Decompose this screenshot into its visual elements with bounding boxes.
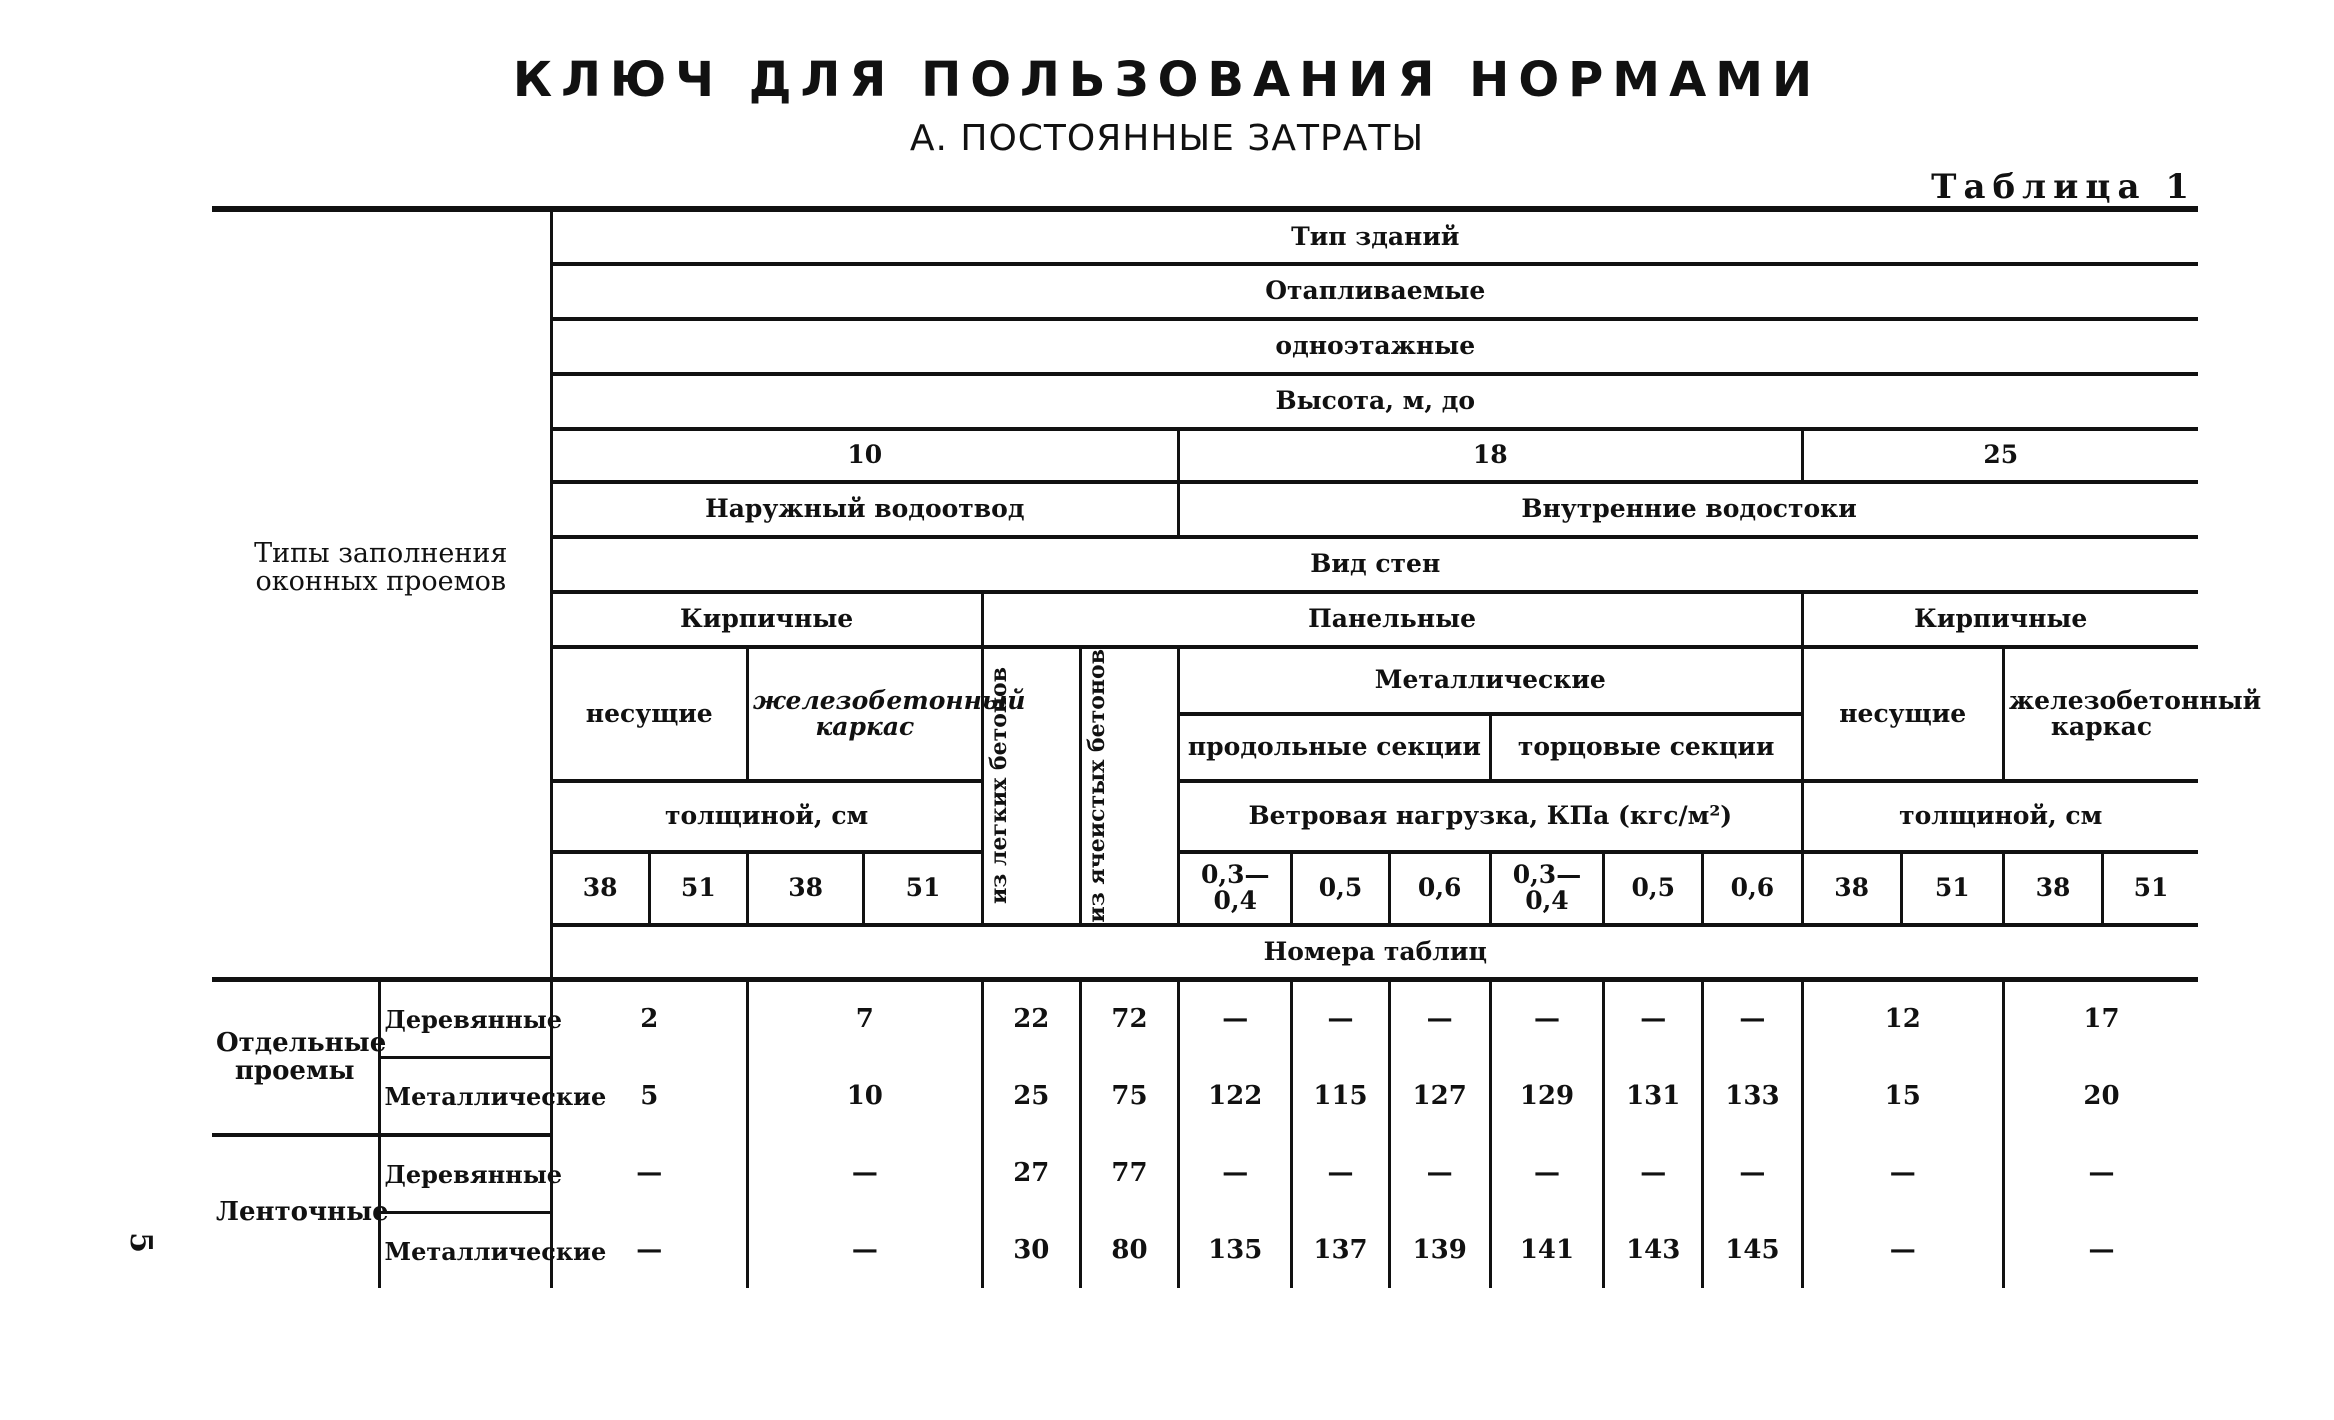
cell-value: — [1703, 1135, 1802, 1213]
cell-value: 77 [1080, 1135, 1178, 1213]
cell-value: 115 [1292, 1058, 1389, 1136]
cell-value: — [1490, 980, 1603, 1058]
cell-value: 75 [1080, 1058, 1178, 1136]
single-storey-header: одноэтажные [551, 319, 2198, 374]
long-sections-header: продольные секции [1179, 714, 1491, 781]
cell-value: — [1703, 980, 1802, 1058]
cell-value: 17 [2003, 980, 2198, 1058]
metal-walls-header: Металлические [1179, 647, 1802, 714]
rc-frame-left: железобетонный каркас [747, 647, 982, 781]
height-10: 10 [551, 429, 1179, 482]
col-value: 0,6 [1389, 852, 1490, 925]
internal-drainage-header: Внутренние водостоки [1179, 482, 2198, 537]
cell-value: 131 [1604, 1058, 1703, 1136]
height-25: 25 [1802, 429, 2198, 482]
cell-value: 122 [1179, 1058, 1292, 1136]
cell-value: — [1179, 980, 1292, 1058]
wall-type-header: Вид стен [551, 537, 2198, 592]
brick-walls-right: Кирпичные [1802, 592, 2198, 647]
light-concrete-label: из легких бетонов [985, 667, 1012, 905]
col-value: 0,3—0,4 [1179, 852, 1292, 925]
row-header-spacer [212, 925, 551, 980]
cell-value: 72 [1080, 980, 1178, 1058]
rc-frame-right: железобетонный каркас [2003, 647, 2198, 781]
cell-value: — [2003, 1135, 2198, 1213]
cell-value: — [1604, 980, 1703, 1058]
cell-value: 27 [982, 1135, 1080, 1213]
norms-key-table [212, 206, 2262, 1288]
table-label: Таблица 1 [1931, 167, 2196, 207]
thickness-label-right: толщиной, см [1802, 781, 2198, 852]
cell-value: 80 [1080, 1213, 1178, 1289]
cell-value: — [551, 1135, 747, 1213]
cell-value: — [1604, 1135, 1703, 1213]
cell-value: 127 [1389, 1058, 1490, 1136]
group-name: Ленточные [212, 1135, 379, 1288]
brick-walls-left: Кирпичные [551, 592, 982, 647]
thickness-label-left: толщиной, см [551, 781, 982, 852]
cell-value: 129 [1490, 1058, 1603, 1136]
col-value: 0,3—0,4 [1490, 852, 1603, 925]
bearing-right: несущие [1802, 647, 2003, 781]
table-row [212, 1135, 2198, 1213]
cell-value: 135 [1179, 1213, 1292, 1289]
table-row [212, 1058, 2198, 1136]
cell-value: — [1389, 1135, 1490, 1213]
cell-value: 2 [551, 980, 747, 1058]
col-value: 38 [747, 852, 863, 925]
cell-value: — [1389, 980, 1490, 1058]
cell-value: 12 [1802, 980, 2003, 1058]
cell-value: 30 [982, 1213, 1080, 1289]
page-subtitle: А. ПОСТОЯННЫЕ ЗАТРАТЫ [909, 118, 1425, 159]
table-numbers-header: Номера таблиц [551, 925, 2198, 980]
wind-load-header: Ветровая нагрузка, КПа (кгс/м²) [1179, 781, 1802, 852]
group-name: Отдельные проемы [216, 1028, 387, 1086]
col-value: 0,5 [1292, 852, 1389, 925]
col-value: 0,5 [1604, 852, 1703, 925]
page-title: КЛЮЧ ДЛЯ ПОЛЬЗОВАНИЯ НОРМАМИ [512, 52, 1822, 108]
heated-header: Отапливаемые [551, 264, 2198, 319]
col-value: 51 [864, 852, 982, 925]
cell-value: — [1802, 1213, 2003, 1289]
cell-value: — [1802, 1135, 2003, 1213]
cell-value: 10 [747, 1058, 982, 1136]
cell-value: 145 [1703, 1213, 1802, 1289]
cell-value: 22 [982, 980, 1080, 1058]
material-label: Металлические [379, 1058, 551, 1136]
cell-value: 15 [1802, 1058, 2003, 1136]
cell-value: 133 [1703, 1058, 1802, 1136]
panel-walls: Панельные [982, 592, 1802, 647]
col-value: 38 [551, 852, 649, 925]
col-value: 51 [1901, 852, 2003, 925]
external-drainage-header: Наружный водоотвод [551, 482, 1179, 537]
page-number: 5 [122, 1232, 158, 1253]
cell-value: — [747, 1213, 982, 1289]
building-type-header: Тип зданий [551, 209, 2198, 264]
col-value: 38 [2003, 852, 2102, 925]
cell-value: — [2003, 1213, 2198, 1289]
cell-value: — [747, 1135, 982, 1213]
cell-value: 20 [2003, 1058, 2198, 1136]
cell-value: 137 [1292, 1213, 1389, 1289]
cell-value: 139 [1389, 1213, 1490, 1289]
cell-value: — [1292, 980, 1389, 1058]
table-row [212, 980, 2198, 1058]
light-concrete-header [982, 647, 1080, 925]
cellular-concrete-header [1080, 647, 1178, 925]
cell-value: — [1490, 1135, 1603, 1213]
end-sections-header: торцовые секции [1490, 714, 1802, 781]
cell-value: — [1179, 1135, 1292, 1213]
col-value: 51 [2103, 852, 2198, 925]
row-header-fill-types: Типы заполнения оконных проемов [254, 537, 508, 598]
material-label: Металлические [379, 1213, 551, 1289]
col-value: 38 [1802, 852, 1901, 925]
table-row [212, 1213, 2198, 1289]
cell-value: — [551, 1213, 747, 1289]
cell-value: 25 [982, 1058, 1080, 1136]
cellular-concrete-label: из ячеистых бетонов [1083, 649, 1110, 923]
material-label: Деревянные [379, 1135, 551, 1213]
cell-value: 141 [1490, 1213, 1603, 1289]
height-18: 18 [1179, 429, 1802, 482]
col-value: 51 [649, 852, 747, 925]
cell-value: 143 [1604, 1213, 1703, 1289]
material-label: Деревянные [379, 980, 551, 1058]
bearing-left: несущие [551, 647, 747, 781]
cell-value: — [1292, 1135, 1389, 1213]
col-value: 0,6 [1703, 852, 1802, 925]
height-label-header: Высота, м, до [551, 374, 2198, 429]
cell-value: 7 [747, 980, 982, 1058]
cell-value: 5 [551, 1058, 747, 1136]
